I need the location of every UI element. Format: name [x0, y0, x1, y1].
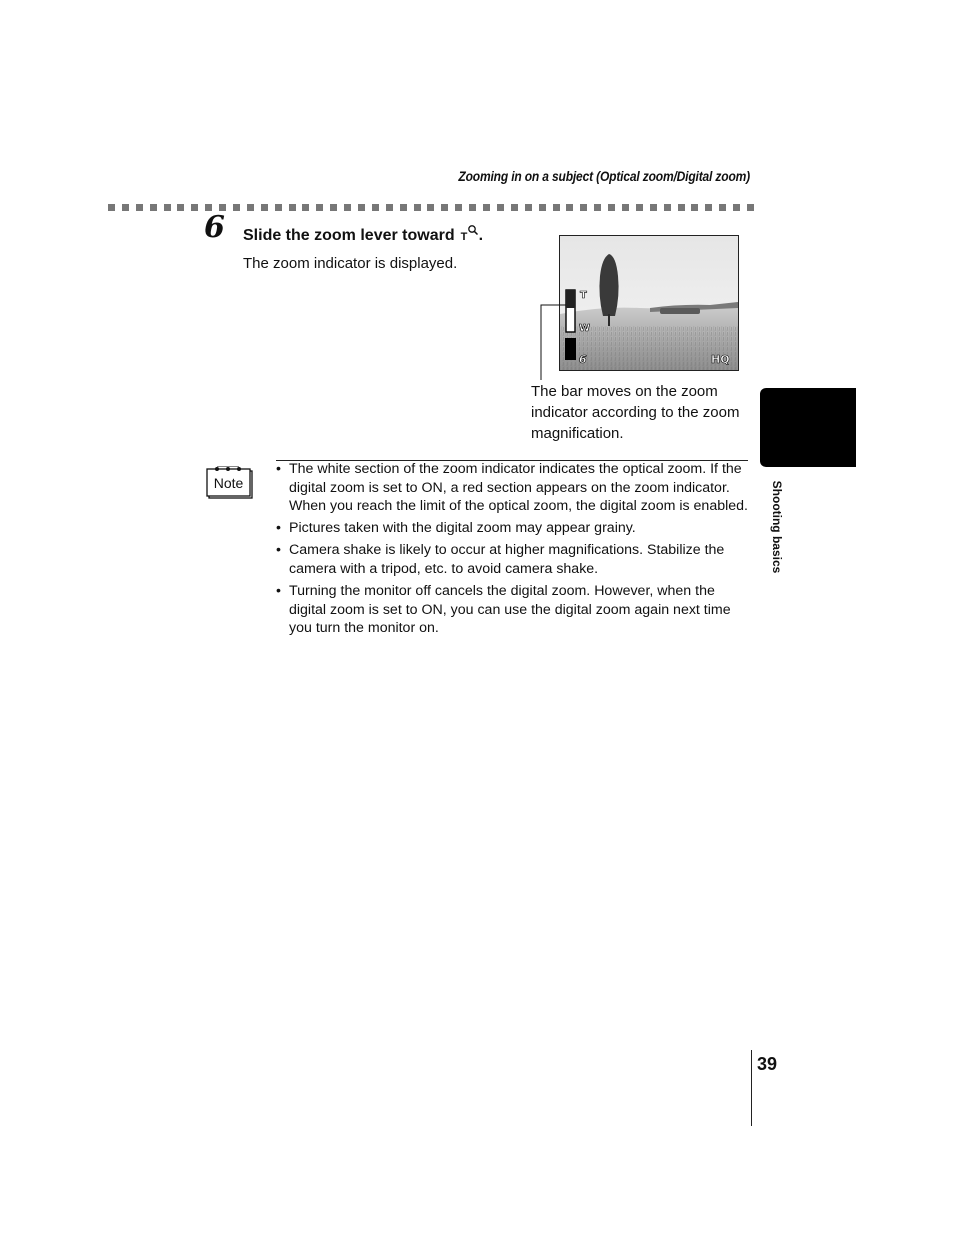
divider-square	[302, 204, 309, 211]
note-item: • Pictures taken with the digital zoom may appear grainy.	[276, 519, 750, 538]
divider-square	[330, 204, 337, 211]
lcd-tele-label: T	[580, 290, 587, 301]
divider-square	[691, 204, 698, 211]
note-item: • The white section of the zoom indicator indicates the optical zoom. If the digital zoom is set to ON, a red section appears on the zoom indicator. When you reach the limit of the optical zoom, the digital zoom is enabled.	[276, 460, 750, 516]
chapter-tab-label: Shooting basics	[770, 480, 784, 574]
step-title	[243, 226, 483, 245]
divider-square	[594, 204, 601, 211]
lcd-shots-remaining: 6	[579, 353, 587, 366]
page-number-rule	[751, 1050, 752, 1126]
note-item: • Turning the monitor off cancels the digital zoom. However, when the digital zoom is set to ON, you can use the digital zoom again next time you turn the monitor on.	[276, 582, 750, 638]
divider-square	[747, 204, 754, 211]
lcd-quality-label: HQ	[711, 353, 730, 366]
divider-square	[553, 204, 560, 211]
divider-square	[122, 204, 129, 211]
divider-square	[136, 204, 143, 211]
step-subtitle: The zoom indicator is displayed.	[243, 255, 458, 272]
divider-square	[441, 204, 448, 211]
divider-square	[608, 204, 615, 211]
divider-square	[372, 204, 379, 211]
divider-square	[247, 204, 254, 211]
divider-square	[289, 204, 296, 211]
divider-square	[539, 204, 546, 211]
note-label: Note	[213, 475, 244, 491]
divider-square	[678, 204, 685, 211]
zoom-caption: The bar moves on the zoom indicator according to the zoom magnification.	[531, 383, 740, 442]
divider-square	[483, 204, 490, 211]
note-list	[276, 460, 750, 641]
divider-square	[414, 204, 421, 211]
divider-square	[191, 204, 198, 211]
divider-square	[497, 204, 504, 211]
step-title-text: Slide the zoom lever toward	[243, 227, 455, 244]
caption-leader-line	[540, 304, 566, 380]
divider-square	[705, 204, 712, 211]
divider-square	[455, 204, 462, 211]
note-item: • Camera shake is likely to occur at higher magnifications. Stabilize the camera with a tripod, etc. to avoid camera shake.	[276, 541, 750, 578]
divider-square	[719, 204, 726, 211]
page-number: 39	[757, 1054, 778, 1074]
note-icon	[206, 466, 254, 500]
divider-square	[400, 204, 407, 211]
tele-zoom-icon: T	[461, 226, 479, 242]
divider-square	[622, 204, 629, 211]
divider-square	[344, 204, 351, 211]
divider-square	[566, 204, 573, 211]
divider-square	[108, 204, 115, 211]
divider-square	[316, 204, 323, 211]
divider-square	[164, 204, 171, 211]
divider-square	[150, 204, 157, 211]
divider-square	[261, 204, 268, 211]
divider-square	[511, 204, 518, 211]
step-title-end: .	[478, 227, 484, 244]
step-number: 6	[204, 210, 225, 245]
divider-square	[233, 204, 240, 211]
divider-square	[733, 204, 740, 211]
divider-square	[469, 204, 476, 211]
divider-square	[386, 204, 393, 211]
chapter-tab	[760, 388, 856, 467]
divider-square	[650, 204, 657, 211]
divider-square	[275, 204, 282, 211]
lcd-wide-label: W	[579, 323, 591, 334]
divider-square	[636, 204, 643, 211]
divider-square	[664, 204, 671, 211]
divider-square	[525, 204, 532, 211]
divider-square	[427, 204, 434, 211]
divider-square	[177, 204, 184, 211]
camera-lcd-image	[559, 235, 739, 371]
header-title: Zooming in on a subject (Optical zoom/Digital zoom)	[458, 168, 750, 184]
divider-square	[358, 204, 365, 211]
divider-square	[580, 204, 587, 211]
